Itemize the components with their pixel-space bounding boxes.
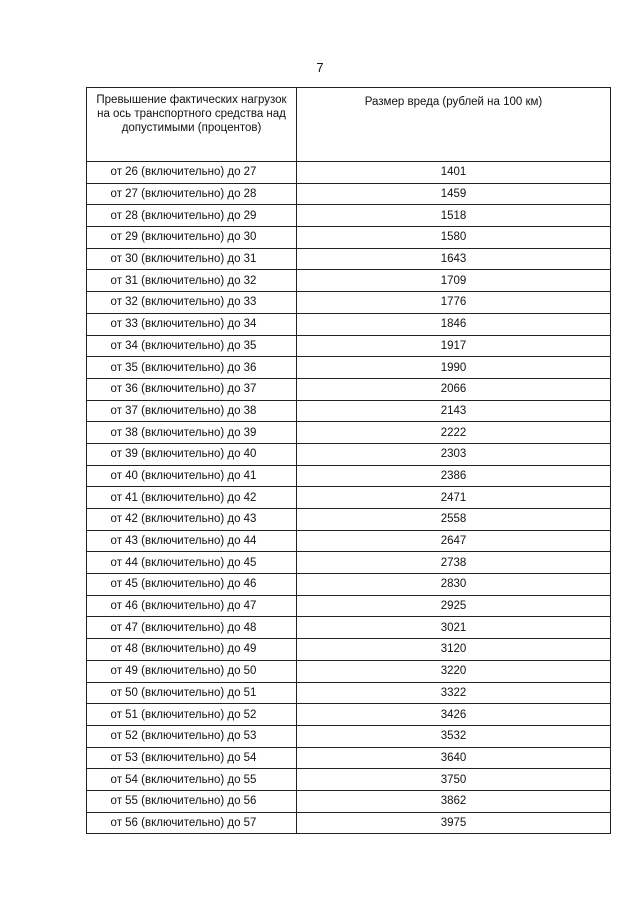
damage-value-cell: 1518	[297, 205, 611, 227]
overload-range-cell: от 32 (включительно) до 33	[87, 292, 297, 314]
damage-value-cell: 1776	[297, 292, 611, 314]
table-row	[87, 747, 611, 769]
table-row	[87, 183, 611, 205]
damage-value-cell: 2830	[297, 574, 611, 596]
overload-range-cell: от 52 (включительно) до 53	[87, 725, 297, 747]
damage-value-cell: 2925	[297, 595, 611, 617]
overload-range-cell: от 47 (включительно) до 48	[87, 617, 297, 639]
table-row	[87, 574, 611, 596]
damage-value-cell: 1580	[297, 227, 611, 249]
damage-value-cell: 2066	[297, 378, 611, 400]
table-row	[87, 595, 611, 617]
damage-value-cell: 1459	[297, 183, 611, 205]
overload-range-cell: от 54 (включительно) до 55	[87, 769, 297, 791]
damage-value-cell: 3220	[297, 660, 611, 682]
overload-range-cell: от 49 (включительно) до 50	[87, 660, 297, 682]
damage-value-cell: 2222	[297, 422, 611, 444]
damage-value-cell: 3322	[297, 682, 611, 704]
damage-value-cell: 1709	[297, 270, 611, 292]
overload-range-cell: от 51 (включительно) до 52	[87, 704, 297, 726]
damage-value-cell: 1846	[297, 313, 611, 335]
table-row	[87, 617, 611, 639]
damage-value-cell: 1990	[297, 357, 611, 379]
damage-value-cell: 3750	[297, 769, 611, 791]
table-row	[87, 227, 611, 249]
damage-value-cell: 3532	[297, 725, 611, 747]
overload-range-cell: от 37 (включительно) до 38	[87, 400, 297, 422]
damage-value-cell: 1401	[297, 162, 611, 184]
header-damage-amount: Размер вреда (рублей на 100 км)	[297, 88, 611, 162]
damage-value-cell: 3426	[297, 704, 611, 726]
overload-range-cell: от 27 (включительно) до 28	[87, 183, 297, 205]
table-row	[87, 292, 611, 314]
table-row	[87, 422, 611, 444]
damage-value-cell: 2386	[297, 465, 611, 487]
page-number: 7	[316, 60, 324, 75]
damage-value-cell: 1917	[297, 335, 611, 357]
table-row	[87, 530, 611, 552]
table-row	[87, 270, 611, 292]
overload-range-cell: от 34 (включительно) до 35	[87, 335, 297, 357]
header-overload-percent: Превышение фактических нагрузок на ось транспортного средства над допустимыми (процентов)	[87, 88, 297, 162]
table-header-row	[87, 88, 611, 162]
damage-value-cell: 2647	[297, 530, 611, 552]
overload-range-cell: от 48 (включительно) до 49	[87, 639, 297, 661]
table-row	[87, 248, 611, 270]
table-row	[87, 357, 611, 379]
table-row	[87, 769, 611, 791]
table-row	[87, 443, 611, 465]
damage-value-cell: 3120	[297, 639, 611, 661]
overload-range-cell: от 31 (включительно) до 32	[87, 270, 297, 292]
overload-range-cell: от 50 (включительно) до 51	[87, 682, 297, 704]
overload-range-cell: от 26 (включительно) до 27	[87, 162, 297, 184]
overload-range-cell: от 45 (включительно) до 46	[87, 574, 297, 596]
damage-value-cell: 3975	[297, 812, 611, 834]
damage-rate-table	[86, 87, 611, 834]
table-row	[87, 205, 611, 227]
table-row	[87, 400, 611, 422]
overload-range-cell: от 43 (включительно) до 44	[87, 530, 297, 552]
table-row	[87, 509, 611, 531]
overload-range-cell: от 55 (включительно) до 56	[87, 790, 297, 812]
table-row	[87, 465, 611, 487]
damage-value-cell: 1643	[297, 248, 611, 270]
table-row	[87, 378, 611, 400]
overload-range-cell: от 40 (включительно) до 41	[87, 465, 297, 487]
overload-range-cell: от 53 (включительно) до 54	[87, 747, 297, 769]
table-row	[87, 335, 611, 357]
overload-range-cell: от 29 (включительно) до 30	[87, 227, 297, 249]
damage-value-cell: 2143	[297, 400, 611, 422]
overload-range-cell: от 35 (включительно) до 36	[87, 357, 297, 379]
table-body	[87, 162, 611, 834]
damage-value-cell: 3640	[297, 747, 611, 769]
damage-value-cell: 3021	[297, 617, 611, 639]
table-row	[87, 790, 611, 812]
table-row	[87, 725, 611, 747]
damage-value-cell: 3862	[297, 790, 611, 812]
table-row	[87, 682, 611, 704]
overload-range-cell: от 36 (включительно) до 37	[87, 378, 297, 400]
damage-value-cell: 2738	[297, 552, 611, 574]
table-row	[87, 660, 611, 682]
table-row	[87, 812, 611, 834]
overload-range-cell: от 46 (включительно) до 47	[87, 595, 297, 617]
overload-range-cell: от 33 (включительно) до 34	[87, 313, 297, 335]
damage-value-cell: 2471	[297, 487, 611, 509]
overload-range-cell: от 28 (включительно) до 29	[87, 205, 297, 227]
overload-range-cell: от 56 (включительно) до 57	[87, 812, 297, 834]
table-row	[87, 639, 611, 661]
table-row	[87, 162, 611, 184]
table-row	[87, 313, 611, 335]
table-row	[87, 487, 611, 509]
overload-range-cell: от 44 (включительно) до 45	[87, 552, 297, 574]
overload-range-cell: от 41 (включительно) до 42	[87, 487, 297, 509]
table-row	[87, 552, 611, 574]
overload-range-cell: от 39 (включительно) до 40	[87, 443, 297, 465]
damage-value-cell: 2558	[297, 509, 611, 531]
overload-range-cell: от 42 (включительно) до 43	[87, 509, 297, 531]
overload-range-cell: от 30 (включительно) до 31	[87, 248, 297, 270]
overload-range-cell: от 38 (включительно) до 39	[87, 422, 297, 444]
table-row	[87, 704, 611, 726]
damage-value-cell: 2303	[297, 443, 611, 465]
